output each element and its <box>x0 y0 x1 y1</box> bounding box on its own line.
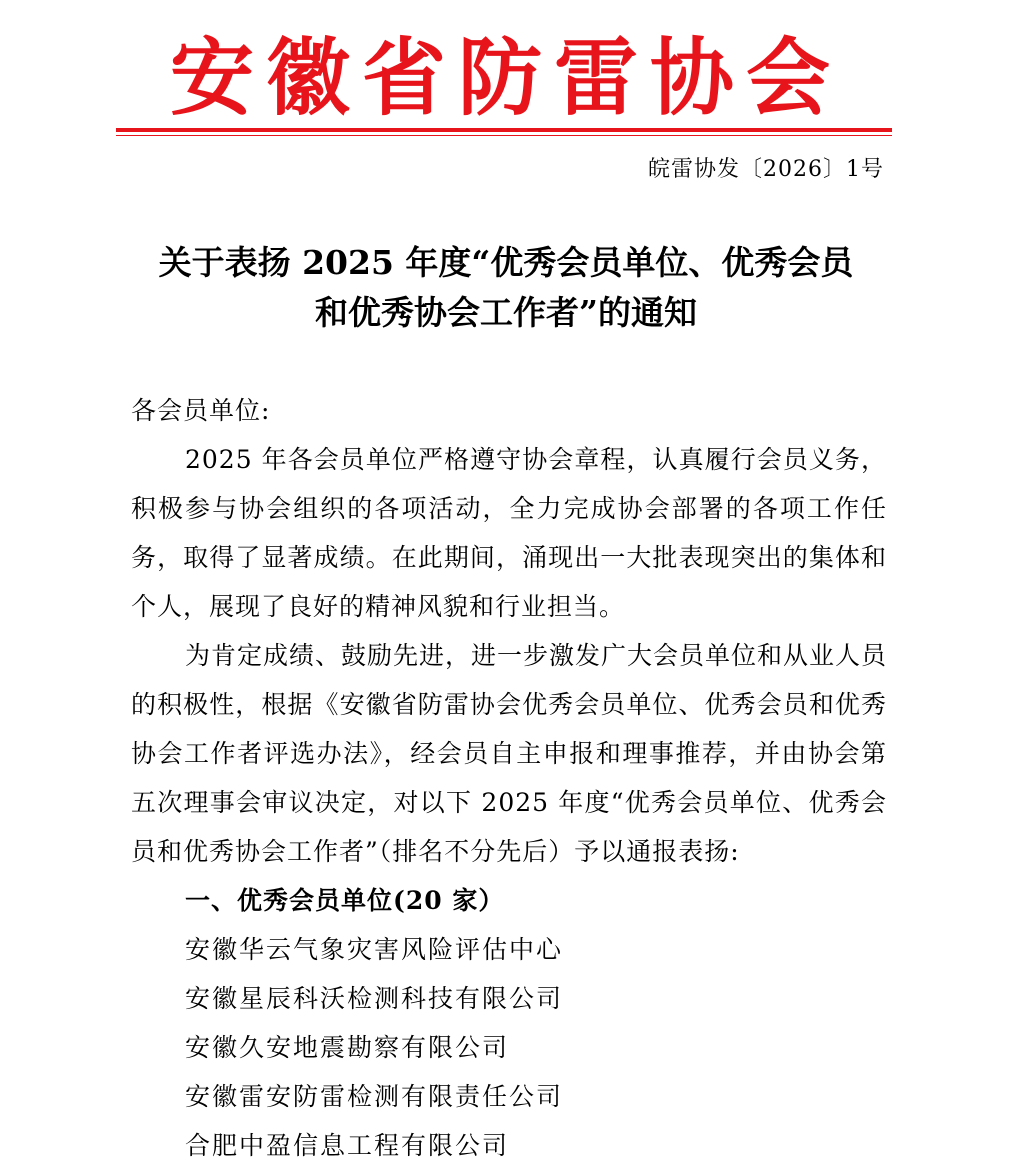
salutation: 各会员单位: <box>131 396 271 425</box>
document-title <box>100 238 912 338</box>
list-item: 合肥中盈信息工程有限公司 <box>185 1131 510 1160</box>
list-item: 安徽雷安防雷检测有限责任公司 <box>185 1082 564 1111</box>
masthead-rule-thick <box>116 128 892 132</box>
document-body <box>131 386 887 1170</box>
org-masthead: 安徽省防雷协会 <box>169 29 842 127</box>
title-line-2: 和优秀协会工作者”的通知 <box>315 293 697 332</box>
masthead-rule-thin <box>116 135 892 136</box>
list-item: 安徽星辰科沃检测科技有限公司 <box>185 984 564 1013</box>
document-number: 皖雷协发〔2026〕1号 <box>648 157 884 182</box>
title-line-1: 关于表扬 2025 年度“优秀会员单位、优秀会员 <box>158 243 854 282</box>
list-item: 安徽华云气象灾害风险评估中心 <box>185 935 564 964</box>
paragraph-commendation: 为肯定成绩、鼓励先进，进一步激发广大会员单位和从业人员的积极性，根据《安徽省防雷协会优秀会员单位、优秀会员和优秀协会工作者评选办法》，经会员自主申报和理事推荐，并由协会第五次理事会审议决定，对以下 2025 年度“优秀会员单位、优秀会员和优秀协会工作者”（排名不分先后）予以通报表扬: <box>131 641 888 866</box>
excellent-unit-list <box>131 925 887 1170</box>
section-heading-excellent-units: 一、优秀会员单位(20 家） <box>185 886 505 915</box>
list-item: 安徽久安地震勘察有限公司 <box>185 1033 510 1062</box>
paragraph-intro: 2025 年各会员单位严格遵守协会章程，认真履行会员义务，积极参与协会组织的各项活动，全力完成协会部署的各项工作任务，取得了显著成绩。在此期间，涌现出一大批表现突出的集体和个人，展现了良好的精神风貌和行业担当。 <box>131 445 887 621</box>
